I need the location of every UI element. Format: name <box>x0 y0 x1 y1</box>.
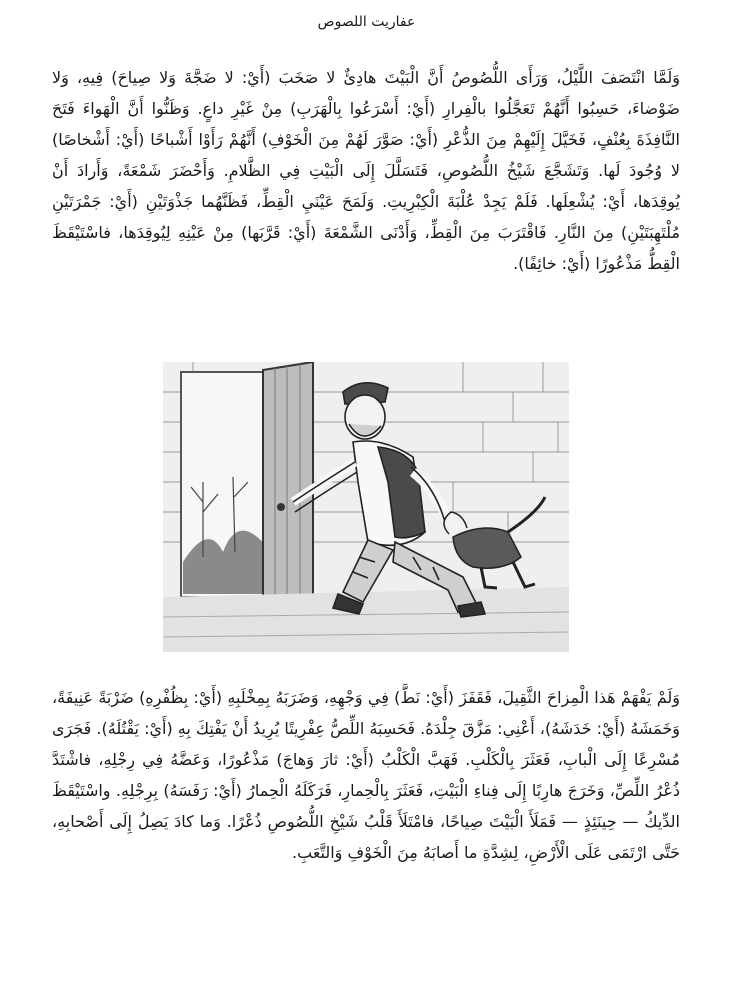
fleeing-robber-illustration-icon <box>163 362 569 652</box>
page-title: عفاريت اللصوص <box>317 14 416 30</box>
paragraph-2: وَلَمْ يَفْهَمْ هَذا الْمِزاحَ الثَّقِيلَ، فَقَفَزَ (أَيْ: نَطَّ) فِي وَجْهِهِ، وَضَرَبَهُ بِمِخْلَبِهِ (أَيْ: بِظُفْرِهِ) ضَرْبَةً عَنِيفَةً، وَخَمَشَهُ (أَيْ: خَدَشَهُ)، أَعْنِي: مَزَّقَ جِلْدَهُ. فَحَسِبَهُ اللِّصُّ عِفْرِيتًا يُرِيدُ أَنْ يَفْتِكَ بِهِ (أَيْ: يَقْتُلَهُ). فَجَرَى مُسْرِعًا إِلَى الْبابِ، فَعَثَرَ بِالْكَلْبِ. فَهَبَّ الْكَلْبُ (أَيْ: ثارَ وَهاجَ) مَذْعُورًا، وَعَضَّهُ فِي رِجْلِهِ، فاشْتَدَّ ذُعْرُ اللِّصِّ، وَخَرَجَ هارِبًا إِلَى فِناءِ الْبَيْتِ، فَعَثَرَ بِالْحِمارِ، فَرَكَلَهُ الْحِمارُ (أَيْ: رَفَسَهُ) بِرِجْلِهِ. واسْتَيْقَظَ الدِّيكُ — حِينَئِذٍ — فَمَلَأَ الْبَيْتَ صِياحًا، فامْتَلَأَ قَلْبُ شَيْخِ اللُّصُوصِ ذُعْرًا. وَما كادَ يَصِلُ إِلَى أَصْحابِهِ، حَتَّى ارْتَمَى عَلَى الْأَرْضِ، لِشِدَّةِ ما أَصابَهُ مِنَ الْخَوْفِ وَالتَّعَبِ. <box>52 688 680 862</box>
story-illustration <box>163 362 569 652</box>
paragraph-1: وَلَمَّا انْتَصَفَ اللَّيْلُ، وَرَأَى اللُّصُوصُ أَنَّ الْبَيْتَ هادِئٌ لا صَخَبَ (أَيْ: لا ضَجَّةَ وَلا صِياحَ) فِيهِ، وَلا ضَوْضاءَ، حَسِبُوا أَنَّهُمْ تَعَجَّلُوا بالْفِرارِ (أَيْ: أَسْرَعُوا بِالْهَرَبِ) مِنْ غَيْرِ داعٍ. وَظَنُّوا أَنَّ الْهَواءَ فَتَحَ النَّافِذَةَ بِعُنْفٍ، فَخَيَّلَ إِلَيْهِمْ مِنَ الذُّعْرِ (أَيْ: صَوَّرَ لَهُمْ مِنَ الْخَوْفِ) أَنَّهُمْ رَأَوْا أَشْباحًا (أَيْ: أَشْخاصًا) لا وُجُودَ لَها. وَتَشَجَّعَ شَيْخُ اللُّصُوصِ، فَتَسَلَّلَ إِلَى الْبَيْتِ فِي الظَّلامِ. وَأَحْضَرَ شَمْعَةً، وَأَرادَ أَنْ يُوقِدَها، أَيْ: يُشْعِلَها. فَلَمْ يَجِدْ عُلْبَةَ الْكِبْرِيتِ. وَلَمَحَ عَيْنَيِ الْقِطِّ، فَظَنَّهُما جَذْوَتَيْنِ (أَيْ: جَمْرَتَيْنِ مُلْتَهِبَتَيْنِ) مِنَ النَّارِ. فَاقْتَرَبَ مِنَ الْقِطِّ، وَأَدْنَى الشَّمْعَةَ (أَيْ: قَرَّبَها) مِنْ عَيْنِهِ لِيُوقِدَها، فاسْتَيْقَظَ الْقِطُّ مَذْعُورًا (أَيْ: خائِفًا). <box>52 68 680 273</box>
